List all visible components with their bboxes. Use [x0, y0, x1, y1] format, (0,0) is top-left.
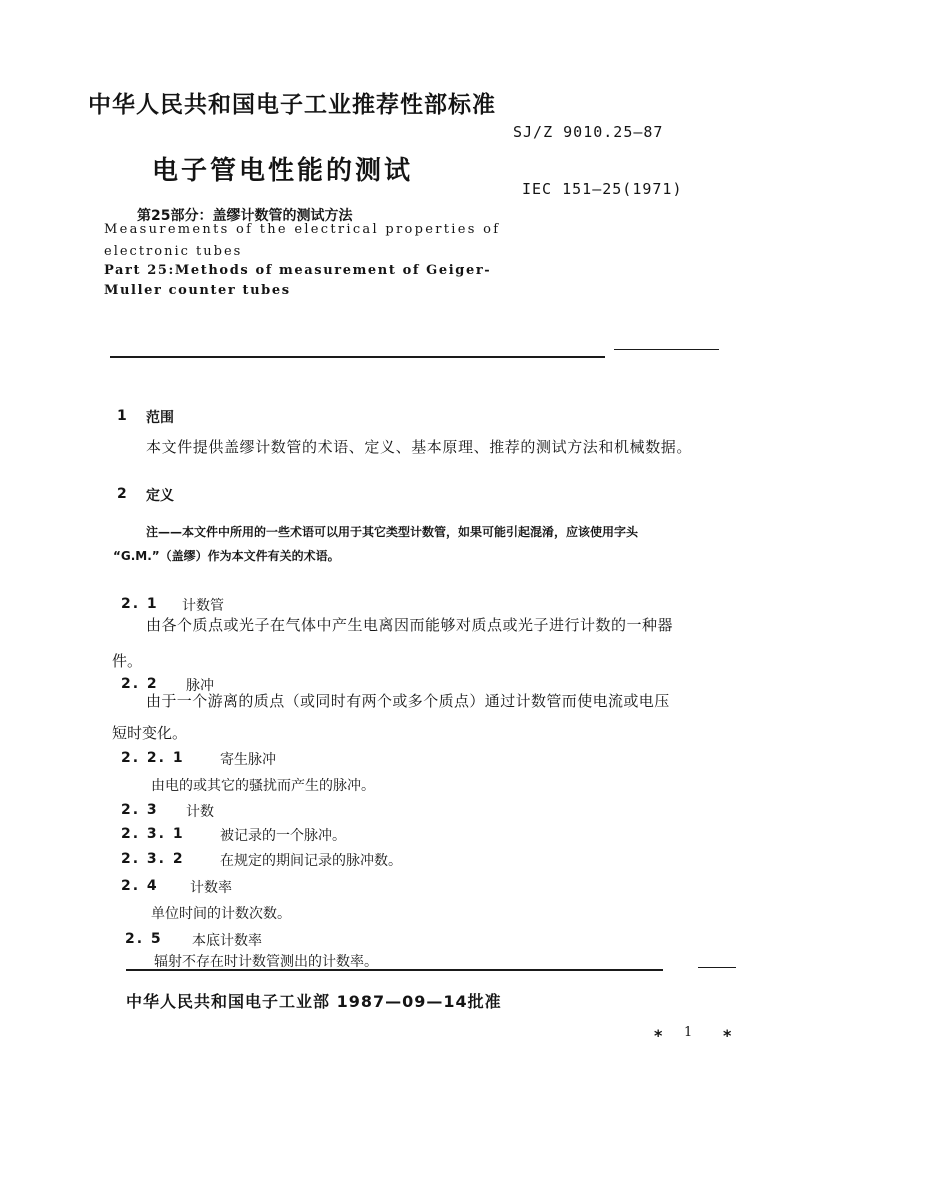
section-2-number: 2: [117, 486, 127, 502]
section-1-number: 1: [117, 408, 127, 424]
item-2-1-number: 2. 1: [121, 596, 159, 612]
item-2-3-term: 计数: [186, 804, 214, 820]
item-2-2-1-number: 2. 2. 1: [121, 750, 185, 766]
page-star-left: *: [654, 1026, 663, 1045]
item-2-5-number: 2. 5: [125, 931, 163, 947]
header-divider-tail: [614, 349, 719, 350]
item-2-4-term: 计数率: [190, 880, 232, 896]
item-2-4-number: 2. 4: [121, 878, 159, 894]
page-number: 1: [684, 1025, 693, 1040]
standard-org-title: 中华人民共和国电子工业推荐性部标准: [88, 92, 496, 118]
item-2-2-1-term: 寄生脉冲: [220, 752, 276, 768]
approval-line: 中华人民共和国电子工业部 1987—09—14批准: [126, 992, 502, 1011]
footer-divider-tail: [698, 967, 736, 968]
section-2-note-line-2: “G.M.”（盖缪）作为本文件有关的术语。: [113, 549, 340, 563]
item-2-3-1-number: 2. 3. 1: [121, 826, 185, 842]
section-1-text: 本文件提供盖缪计数管的术语、定义、基本原理、推荐的测试方法和机械数据。: [146, 438, 693, 456]
item-2-3-1-definition: 被记录的一个脉冲。: [220, 828, 346, 844]
english-title-line-4: Muller counter tubes: [104, 283, 291, 298]
item-2-3-number: 2. 3: [121, 802, 159, 818]
item-2-2-number: 2. 2: [121, 676, 159, 692]
english-title-line-1: Measurements of the electrical properties of: [104, 222, 501, 237]
english-title-line-2: electronic tubes: [104, 244, 243, 259]
section-2-note-line-1: 注——本文件中所用的一些术语可以用于其它类型计数管，如果可能引起混淆，应该使用字头: [146, 525, 639, 539]
standard-code: SJ/Z 9010.25—87: [513, 123, 664, 141]
item-2-2-definition-line-2: 短时变化。: [112, 724, 188, 742]
header-divider: [110, 356, 605, 358]
item-2-4-definition: 单位时间的计数次数。: [151, 906, 291, 922]
item-2-3-2-definition: 在规定的期间记录的脉冲数。: [220, 853, 402, 869]
item-2-3-2-number: 2. 3. 2: [121, 851, 185, 867]
section-2-heading: 定义: [146, 488, 174, 504]
section-1-heading: 范围: [146, 410, 174, 426]
item-2-2-1-definition: 由电的或其它的骚扰而产生的脉冲。: [151, 778, 375, 794]
item-2-2-definition-line-1: 由于一个游离的质点（或同时有两个或多个质点）通过计数管而使电流或电压: [146, 692, 670, 710]
page-star-right: *: [723, 1026, 732, 1045]
iec-reference: IEC 151—25(1971): [522, 180, 683, 198]
item-2-2-term: 脉冲: [186, 678, 214, 694]
part-title-cn: 第25部分：盖缪计数管的测试方法: [137, 208, 353, 224]
item-2-1-term: 计数管: [182, 598, 224, 614]
footer-divider: [126, 969, 663, 971]
item-2-1-definition-line-2: 件。: [112, 652, 143, 670]
item-2-1-definition-line-1: 由各个质点或光子在气体中产生电离因而能够对质点或光子进行计数的一种器: [146, 616, 674, 634]
item-2-5-term: 本底计数率: [192, 933, 262, 949]
document-title: 电子管电性能的测试: [152, 156, 414, 186]
item-2-5-definition: 辐射不存在时计数管测出的计数率。: [154, 954, 378, 970]
english-title-line-3: Part 25:Methods of measurement of Geiger-: [104, 263, 492, 278]
